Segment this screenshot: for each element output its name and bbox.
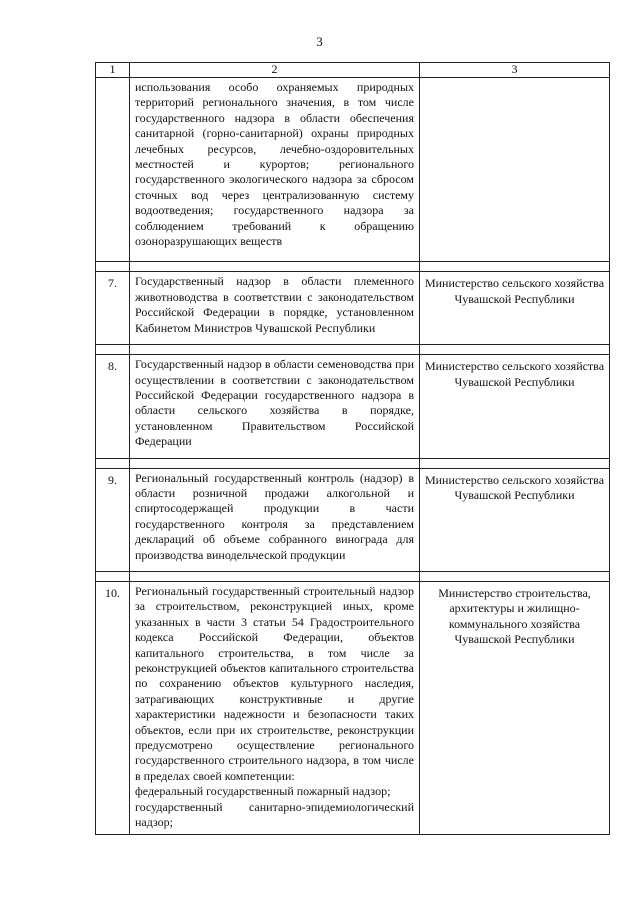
row-description: использования особо охраняемых природных территорий регионального значения, в том числе государственного надзора в области обеспечения санитарной (горно-санитарной) охраны природных лечебных ресурсов, лечебно-оздоровительных местностей и курортов; регионального государственного экологического надзора за сбросом сточных вод через централизованную систему водоотведения; государственного надзора за соблюдением требований к обращению озоноразрушающих веществ xyxy=(130,78,420,262)
table-row-spacer xyxy=(96,345,610,355)
column-header: 3 xyxy=(420,63,610,78)
row-number: 8. xyxy=(96,355,130,458)
table-row-continuation xyxy=(96,78,610,262)
row-description: Региональный государственный контроль (надзор) в области розничной продажи алкогольной и спиртосодержащей продукции в части государственного контроля за представлением деклараций об объеме собранного винограда для производства винодельческой продукции xyxy=(130,468,420,571)
row-number: 7. xyxy=(96,272,130,345)
row-authority: Министерство сельского хозяйства Чувашской Республики xyxy=(420,272,610,345)
row-description-cell xyxy=(130,581,420,835)
row-number: 10. xyxy=(96,581,130,835)
table-row xyxy=(96,355,610,458)
row-number xyxy=(96,78,130,262)
table-row xyxy=(96,272,610,345)
row-description-item: федеральный государственный пожарный надзор; xyxy=(135,784,391,799)
row-description: Государственный надзор в области племенного животноводства в соответствии с законодательством Российской Федерации в порядке, установленном Кабинетом Министров Чувашской Республики xyxy=(130,272,420,345)
authority-table xyxy=(95,62,610,835)
column-header: 1 xyxy=(96,63,130,78)
table-header-row xyxy=(96,63,610,78)
row-description: Государственный надзор в области семеноводства при осуществлении в соответствии с законодательством Российской Федерации государственного надзора в области сельского хозяйства в порядке, установленном Правительством Российской Федерации xyxy=(130,355,420,458)
table-row-spacer xyxy=(96,458,610,468)
row-authority xyxy=(420,78,610,262)
page-number: 3 xyxy=(316,34,323,49)
row-number: 9. xyxy=(96,468,130,571)
column-header: 2 xyxy=(130,63,420,78)
row-description-item: государственный санитарно-эпидемиологический надзор; xyxy=(135,799,414,830)
table-row xyxy=(96,468,610,571)
table-row-spacer xyxy=(96,262,610,272)
row-authority: Министерство сельского хозяйства Чувашской Республики xyxy=(420,355,610,458)
row-description: Региональный государственный строительный надзор за строительством, реконструкцией иных, кроме указанных в части 3 статьи 54 Градостроительного кодекса Российской Федерации, объектов капитального строительства, в том числе за реконструкцией объектов капитального строительства по сохранению объектов культурного наследия, затрагивающих конструктивные и другие характеристики надежности и безопасности таких объектов, если при их строительстве, реконструкции предусмотрено осуществление регионального государственного строительного надзора, в том числе в пределах своей компетенции: xyxy=(135,583,414,783)
row-authority: Министерство сельского хозяйства Чувашской Республики xyxy=(420,468,610,571)
table-row-spacer xyxy=(96,571,610,581)
table-row xyxy=(96,581,610,835)
row-authority: Министерство строительства, архитектуры и жилищно-коммунального хозяйства Чувашской Республики xyxy=(420,581,610,835)
